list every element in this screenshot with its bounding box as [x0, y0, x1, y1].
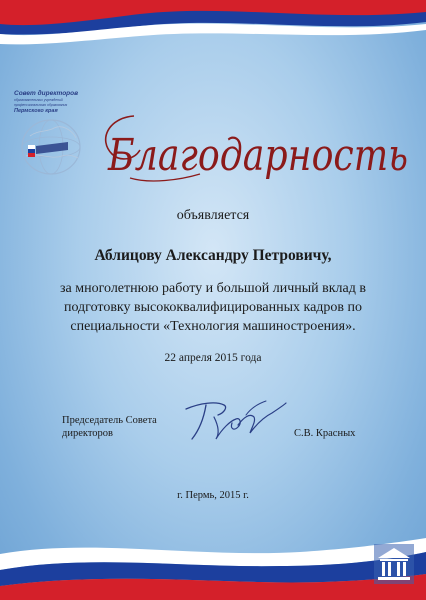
logo-line: профессионального образования	[14, 103, 68, 107]
building-logo-icon	[374, 544, 414, 584]
council-logo	[14, 90, 92, 190]
certificate-title	[90, 110, 420, 190]
signatory-position-line: директоров	[62, 428, 113, 439]
logo-line: образовательных учреждений	[14, 98, 63, 102]
body-text-line: за многолетнюю работу и большой личный вклад в	[60, 281, 366, 296]
svg-text:Благодарность: Благодарность	[107, 130, 408, 181]
bottom-flag-waves	[0, 530, 426, 600]
signatory-position	[62, 414, 157, 440]
logo-line: Совет директоров	[14, 90, 79, 97]
body-text-line: специальности «Технология машиностроения».	[70, 319, 356, 334]
recipient-name: Аблицову Александру Петровичу,	[94, 247, 332, 264]
place-and-year: г. Пермь, 2015 г.	[177, 490, 249, 501]
announce-text: объявляется	[176, 208, 250, 223]
globe-emblem-icon	[18, 116, 84, 178]
signatory-position-line: Председатель Совета	[62, 415, 157, 426]
body-text-line: подготовку высококвалифицированных кадров по	[63, 300, 363, 315]
handwritten-signature	[180, 395, 290, 445]
issue-date: 22 апреля 2015 года	[164, 352, 262, 364]
logo-line: Пермского края	[14, 108, 58, 114]
signatory-name: С.В. Красных	[294, 428, 356, 439]
top-flag-waves	[0, 0, 426, 60]
